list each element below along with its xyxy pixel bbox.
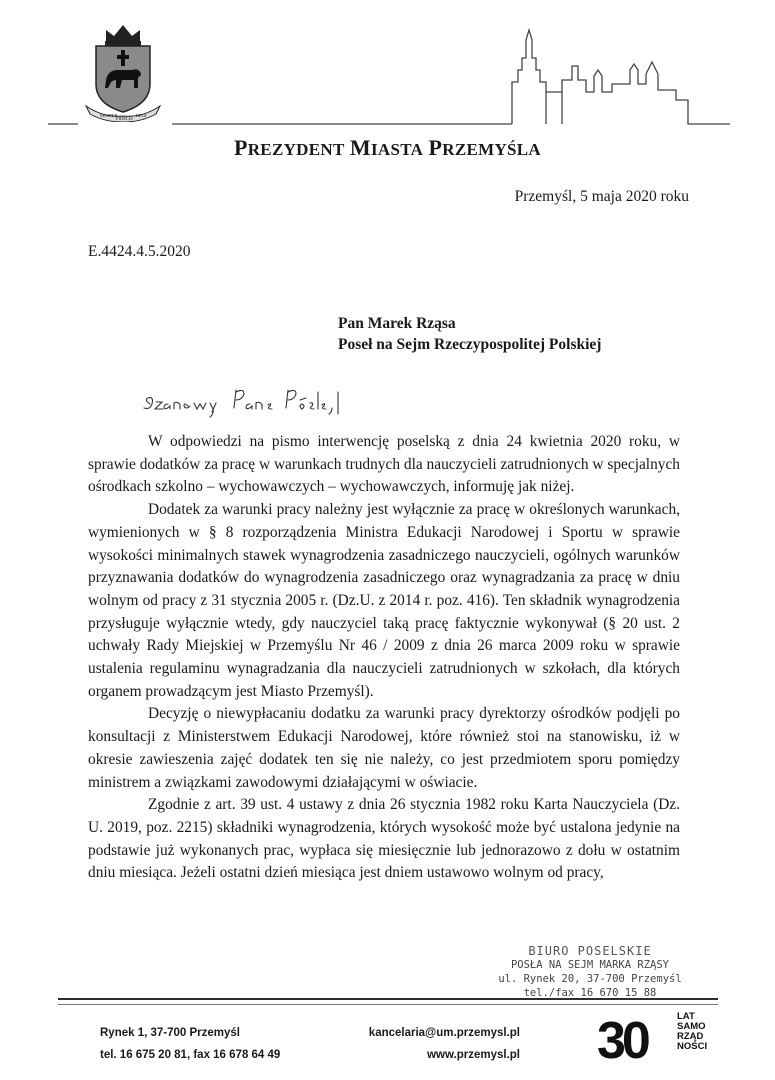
stamp-line-3: ul. Rynek 20, 37-700 Przemyśl (498, 973, 682, 985)
title-word-2: IASTA (371, 140, 424, 159)
footer-contact-block (368, 1022, 520, 1066)
recipient-name: Pan Marek Rząsa (338, 315, 456, 332)
footer-address-block (100, 1022, 280, 1066)
logo-number: 30 (597, 1012, 647, 1062)
title-word-1: REZYDENT (247, 140, 345, 159)
letter-body (88, 431, 680, 885)
page-title (0, 135, 775, 161)
reference-number: E.4424.4.5.2020 (88, 243, 191, 260)
dateline: Przemyśl, 5 maja 2020 roku (514, 188, 689, 205)
logo-word-2: SAMO (677, 1021, 706, 1032)
footer-website-link[interactable]: www.przemysl.pl (427, 1049, 520, 1061)
city-skyline-outline (0, 20, 775, 130)
title-word-3: RZEMYŚLA (442, 140, 542, 159)
title-initial-1: P (233, 135, 248, 160)
body-paragraph: W odpowiedzi na pismo interwencję poselską z dnia 24 kwietnia 2020 roku, w sprawie dodatków za pracę w warunkach trudnych dla nauczycieli zatrudnionych w specjalnych ośrodkach szkolno – wychowawczych – wychowawczych, informuję jak niżej. (88, 433, 680, 496)
footer-divider-thin (58, 1004, 718, 1005)
crest-motto-3: REGI (136, 113, 147, 118)
body-paragraph: Dodatek za warunki pracy należny jest wyłącznie za pracę w określonych warunkach, wymienionych w § 8 rozporządzenia Ministra Edukacji Narodowej i Sportu w sprawie wysokości minimalnych stawek wynagrodzenia zasadniczego nauczycieli, ogólnych warunków przyznawania dodatków do wynagrodzenia zasadniczego oraz wynagradzania za pracę w dniu wolnym od pracy z 31 stycznia 2005 r. (Dz.U. z 2014 r. poz. 416). Ten składnik wynagrodzenia przysługuje wyłącznie wtedy, gdy nauczyciel taką pracę faktycznie wykonywał (§ 20 ust. 2 uchwały Rady Miejskiej w Przemyślu Nr 46 / 2009 z dnia 26 marca 2009 roku w sprawie ustalenia regulaminu wynagradzania dla nauczycieli zatrudnionych w szkołach, dla których organem prowadzącym jest Miasto Przemyśl). (88, 501, 680, 700)
footer-email-link[interactable]: kancelaria@um.przemysl.pl (368, 1027, 520, 1039)
recipient-block (338, 313, 601, 355)
footer-address: Rynek 1, 37-700 Przemyśl (100, 1027, 241, 1039)
logo-word-1: LAT (677, 1011, 695, 1022)
logo-word-3: RZĄD (677, 1031, 704, 1042)
footer-divider (58, 998, 718, 1000)
body-paragraph: Decyzję o niewypłacaniu dodatku za warunki pracy dyrektorzy ośrodków podjęli po konsultacji z Ministerstwem Edukacji Narodowej, które również stoi na stanowisku, iż w okresie zawieszenia zajęć dodatek ten się nie należy, co jest przedmiotem sporu pomiędzy ministrem a związkami zawodowymi działającymi w oświacie. (88, 705, 680, 791)
crest-motto-2: FIDELIS (116, 116, 133, 121)
title-initial-3: P (428, 135, 443, 160)
anniversary-logo (597, 1012, 717, 1062)
recipient-title: Poseł na Sejm Rzeczypospolitej Polskiej (338, 336, 602, 353)
office-stamp (490, 944, 690, 1000)
stamp-line-2: POSŁA NA SEJM MARKA RZĄSY (510, 959, 670, 971)
footer-phones: tel. 16 675 20 81, fax 16 678 64 49 (100, 1049, 281, 1061)
handwritten-salutation (140, 382, 380, 422)
anniversary-logo-mark (597, 1012, 677, 1062)
stamp-line-1: BIURO POSELSKIE (528, 944, 652, 958)
stamp-line-4: tel./fax 16 670 15 88 (523, 987, 657, 999)
crest-motto-1: SEMPER (100, 113, 118, 118)
title-initial-2: M (349, 135, 371, 160)
logo-word-4: NOŚCI (677, 1041, 708, 1052)
salutation-text: Szanowny Panie Pośle, (140, 382, 150, 383)
body-paragraph: Zgodnie z art. 39 ust. 4 ustawy z dnia 26 stycznia 1982 roku Karta Nauczyciela (Dz. U. 2019, poz. 2215) składniki wynagrodzenia, których wysokość może być ustalona jedynie na podstawie już wykonanych prac, wypłaca się miesięcznie lub jednorazowo z dołu w ostatnim dniu miesiąca. Jeżeli ostatni dzień miesiąca jest dniem ustawowo wolnym od pracy, (88, 796, 680, 882)
